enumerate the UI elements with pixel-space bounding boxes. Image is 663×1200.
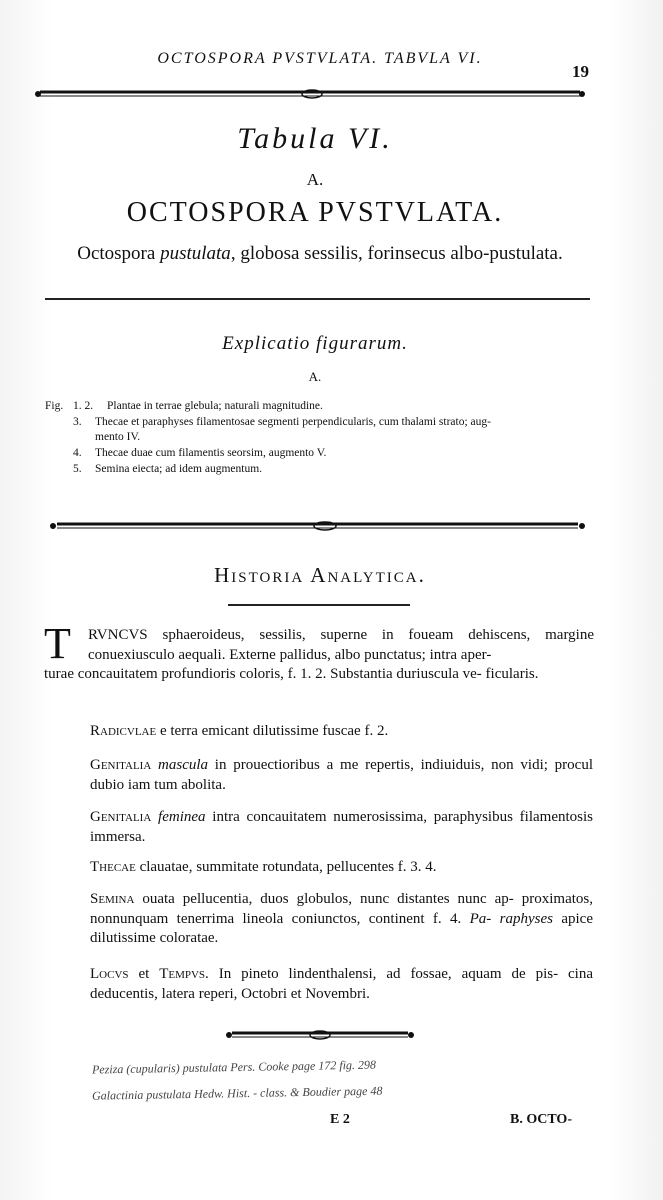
species-diagnosis <box>40 243 600 265</box>
tabula-title: Tabula VI. <box>237 122 393 155</box>
figure-item <box>45 462 600 477</box>
ornamental-rule-bottom <box>222 1026 418 1042</box>
italic-term: Pa- raphyses <box>469 910 553 927</box>
figure-item <box>45 446 600 461</box>
paragraph-text: sphaeroideus, sessilis, superne in foueam dehiscens, margine conuexiusculo aequali. Externe pallidus, albo punctatus; intra aper- <box>88 627 594 663</box>
figure-text-cont: mento IV. <box>95 431 141 443</box>
italic-term: mascula <box>151 757 209 773</box>
figure-label: Fig. <box>45 400 64 412</box>
lead-word: Locvs <box>90 966 129 982</box>
italic-term: feminea <box>151 809 206 825</box>
handwritten-note-2: Galactinia pustulata Hedw. Hist. - class. & Boudier page 48 <box>91 1083 383 1103</box>
figure-number: 3. <box>73 416 82 428</box>
divider-rule <box>45 298 590 300</box>
diagnosis-prefix: Octospora <box>77 243 161 264</box>
paragraph-truncus <box>88 626 594 665</box>
paragraph-text: e terra emicant dilutissime fuscae f. 2. <box>156 723 389 739</box>
paragraph-thecae <box>90 858 593 878</box>
paragraph-text: . In pineto lindenthalensi, ad fossae, aquam de pis- cina deducentis, latera reperi, Octobri et Novembri. <box>90 966 593 1002</box>
paragraph-genitalia-mascula <box>90 756 593 795</box>
figure-item <box>45 415 600 445</box>
historia-underline <box>228 604 410 606</box>
lead-word: Thecae <box>90 859 136 875</box>
paragraph-text: intra concauitatem numerosissima, paraphysibus filamentosis immersa. <box>90 809 593 845</box>
explicatio-letter: A. <box>308 369 322 384</box>
diagnosis-italic: pustulata <box>160 243 231 264</box>
lead-word: Genitalia <box>90 757 152 773</box>
historia-title: Historia Analytica. <box>214 563 426 587</box>
ornamental-rule-middle <box>45 516 590 534</box>
catchword: B. OCTO- <box>510 1112 572 1127</box>
lead-word: RVNCVS <box>88 627 148 643</box>
paragraph-text: in prouectioribus a me repertis, indiuiduis, non vidi; procul dubio iam tum abolita. <box>90 757 593 793</box>
lead-word: Radicvlae <box>90 723 157 739</box>
paragraph-locus <box>90 965 593 1004</box>
figure-text: Semina eiecta; ad idem augmentum. <box>95 463 263 475</box>
running-head: OCTOSPORA PVSTVLATA. TABVLA VI. <box>157 50 483 67</box>
paragraph-text: apice dilutissime coloratae. <box>90 910 593 946</box>
figure-number: 1. 2. <box>73 400 94 412</box>
lead-word: Semina <box>90 891 135 907</box>
figure-text: Thecae et paraphyses filamentosae segmenti perpendicularis, cum thalami strato; aug- <box>95 416 491 428</box>
page-number: 19 <box>572 62 589 81</box>
figure-number: 4. <box>73 447 82 459</box>
lead-word: Tempvs <box>159 966 206 982</box>
figure-text: Thecae duae cum filamentis seorsim, augmento V. <box>95 447 327 459</box>
drop-cap: T <box>44 619 71 668</box>
figure-text: Plantae in terrae glebula; naturali magnitudine. <box>107 400 323 412</box>
paragraph-text: et <box>128 966 160 982</box>
paragraph-text: clauatae, summitate rotundata, pellucentes f. 3. 4. <box>135 859 437 875</box>
signature-mark: E 2 <box>330 1112 350 1127</box>
handwritten-note-1: Peziza (cupularis) pustulata Pers. Cooke page 172 fig. 298 <box>91 1057 377 1077</box>
figure-item <box>45 399 600 414</box>
paragraph-genitalia-feminea <box>90 808 593 847</box>
species-title: OCTOSPORA PVSTVLATA. <box>126 197 504 228</box>
paragraph-semina <box>90 890 593 949</box>
paragraph-truncus-rest: turae concauitatem profundioris coloris, f. 1. 2. Substantia duriuscula ve- ficularis. <box>44 666 539 682</box>
figure-number: 5. <box>73 463 82 475</box>
section-letter: A. <box>306 170 324 189</box>
explicatio-title: Explicatio figurarum. <box>222 333 408 354</box>
diagnosis-suffix: , globosa sessilis, forinsecus albo-pustulata. <box>230 243 563 264</box>
paragraph-radiculae <box>90 722 593 742</box>
ornamental-rule-top <box>30 84 590 102</box>
lead-word: Genitalia <box>90 809 152 825</box>
figure-list <box>45 399 600 478</box>
paragraph-text: ouata pellucentia, duos globulos, nunc distantes nunc ap- proximatos, nonnunquam tenerrima lineola coniunctos, continent f. 4. <box>90 891 593 927</box>
